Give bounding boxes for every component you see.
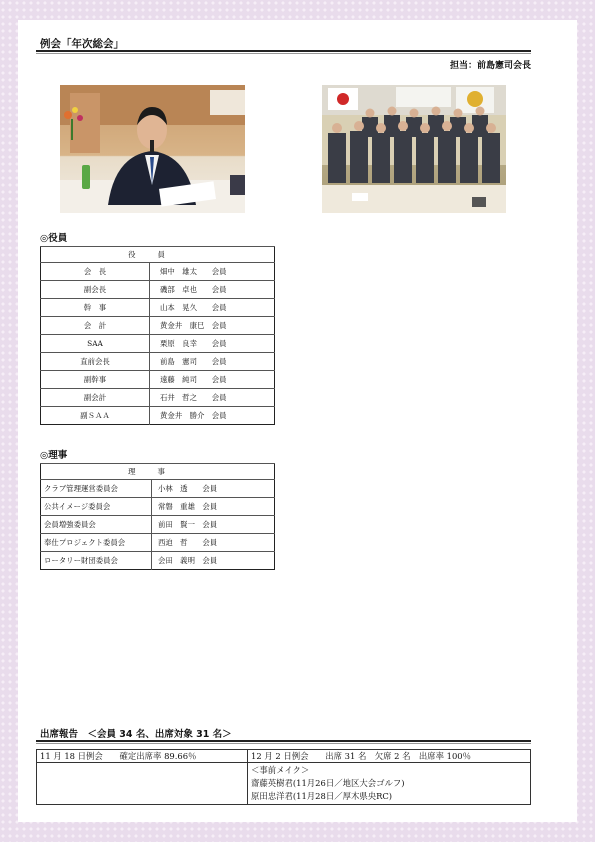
director-committee: 会員増強委員会 bbox=[41, 516, 152, 534]
officer-name: 磯部 卓也 会員 bbox=[150, 281, 275, 299]
officer-name: 遠藤 純司 会員 bbox=[150, 371, 275, 389]
table-row bbox=[41, 534, 275, 552]
attendance-rule-thin bbox=[36, 743, 531, 744]
officer-role: 副ＳＡＡ bbox=[41, 407, 150, 425]
officer-name: 前島 憲司 会員 bbox=[150, 353, 275, 371]
officer-role: 直前会長 bbox=[41, 353, 150, 371]
this-meeting-rate: 12 月 2 日例会 出席 31 名 欠席 2 名 出席率 100％ bbox=[248, 750, 531, 763]
director-committee: 公共イメージ委員会 bbox=[41, 498, 152, 516]
officers-section-title: ◎役員 bbox=[40, 233, 68, 244]
table-row bbox=[41, 389, 275, 407]
table-row bbox=[41, 263, 275, 281]
table-row bbox=[41, 335, 275, 353]
reporter-text: 担当：前島憲司会長 bbox=[449, 61, 531, 71]
director-name: 常磐 重雄 会員 bbox=[152, 498, 275, 516]
makeup-cell bbox=[248, 763, 531, 805]
table-row bbox=[41, 299, 275, 317]
director-name: 西迫 哲 会員 bbox=[152, 534, 275, 552]
table-row bbox=[41, 317, 275, 335]
table-row bbox=[41, 480, 275, 498]
officer-name: 石井 哲之 会員 bbox=[150, 389, 275, 407]
table-row bbox=[37, 750, 531, 763]
makeup-item: 齋藤英樹君(11月26日／地区大会ゴルフ) bbox=[251, 778, 405, 788]
director-committee: 奉仕プロジェクト委員会 bbox=[41, 534, 152, 552]
speaker-photo-image bbox=[60, 85, 245, 213]
director-name: 会田 義明 会員 bbox=[152, 552, 275, 570]
empty-cell bbox=[37, 763, 248, 805]
officer-role: 幹 事 bbox=[41, 299, 150, 317]
directors-header-row bbox=[41, 464, 275, 480]
officer-role: 副会長 bbox=[41, 281, 150, 299]
makeup-heading: ＜事前メイク＞ bbox=[251, 765, 310, 775]
officer-role: 会 計 bbox=[41, 317, 150, 335]
title-rule-thin bbox=[36, 53, 531, 54]
group-photo-image bbox=[322, 85, 506, 213]
table-row bbox=[37, 763, 531, 805]
page bbox=[18, 20, 577, 822]
group-photo bbox=[322, 85, 506, 213]
title-rule bbox=[36, 50, 531, 52]
officer-name: 栗原 良幸 会員 bbox=[150, 335, 275, 353]
attendance-table bbox=[36, 749, 531, 805]
page-title: 例会「年次総会」 bbox=[40, 38, 124, 50]
officer-role: 会 長 bbox=[41, 263, 150, 281]
officer-name: 畑中 雄太 会員 bbox=[150, 263, 275, 281]
officers-header: 役員 bbox=[41, 247, 275, 263]
attendance-title: 出席報告 ＜会員 34 名、出席対象 31 名＞ bbox=[40, 729, 232, 740]
table-row bbox=[41, 281, 275, 299]
table-row bbox=[41, 516, 275, 534]
director-name: 小林 透 会員 bbox=[152, 480, 275, 498]
officer-name: 黄金井 康巳 会員 bbox=[150, 317, 275, 335]
director-committee: ロータリー財団委員会 bbox=[41, 552, 152, 570]
prev-meeting-rate: 11 月 18 日例会 確定出席率 89.66％ bbox=[37, 750, 248, 763]
table-row bbox=[41, 407, 275, 425]
makeup-item: 原田忠洋君(11月28日／厚木県央RC) bbox=[251, 791, 393, 801]
directors-header: 理事 bbox=[41, 464, 275, 480]
officers-table bbox=[40, 246, 275, 425]
table-row bbox=[41, 353, 275, 371]
attendance-rule bbox=[36, 740, 531, 742]
officer-role: 副幹事 bbox=[41, 371, 150, 389]
officer-role: 副会計 bbox=[41, 389, 150, 407]
officer-role: SAA bbox=[41, 335, 150, 353]
table-row bbox=[41, 371, 275, 389]
table-row bbox=[41, 498, 275, 516]
table-row bbox=[41, 552, 275, 570]
director-committee: クラブ管理運営委員会 bbox=[41, 480, 152, 498]
director-name: 前田 賢一 会員 bbox=[152, 516, 275, 534]
directors-section-title: ◎理事 bbox=[40, 450, 68, 461]
directors-table bbox=[40, 463, 275, 570]
officers-header-row bbox=[41, 247, 275, 263]
speaker-photo bbox=[60, 85, 245, 213]
officer-name: 山本 晃久 会員 bbox=[150, 299, 275, 317]
officer-name: 黄金井 勝介 会員 bbox=[150, 407, 275, 425]
